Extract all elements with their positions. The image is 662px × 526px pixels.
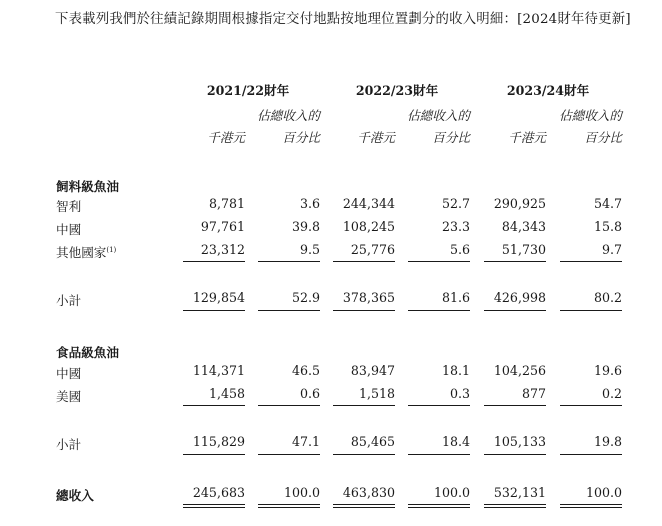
total-value: 245,683: [192, 485, 245, 500]
pct-header-line2: 百分比: [282, 130, 320, 145]
total-double-underline: [183, 504, 245, 508]
pct-header-line2: 百分比: [584, 130, 622, 145]
total-value: 100.0: [283, 485, 320, 500]
pct-header-line1: 佔總收入的: [407, 108, 470, 123]
subtotal-rule: [183, 261, 245, 262]
subtotal-underline: [484, 454, 546, 455]
subtotal-rule: [258, 405, 320, 406]
subtotal-underline: [560, 454, 622, 455]
feed-row-value: 3.6: [299, 196, 320, 211]
subtotal-underline: [333, 310, 395, 311]
food-subtotal-value: 19.8: [593, 434, 622, 449]
total-label: 總收入: [56, 488, 94, 503]
food-row-value: 19.6: [593, 363, 622, 378]
feed-row-value: 15.8: [593, 219, 622, 234]
subtotal-rule: [258, 261, 320, 262]
subtotal-underline: [183, 454, 245, 455]
pct-header-line2: 百分比: [432, 130, 470, 145]
food-row-value: 18.1: [441, 363, 470, 378]
pct-header-line1: 佔總收入的: [257, 108, 320, 123]
feed-row-value: 84,343: [501, 219, 546, 234]
food-subtotal-value: 105,133: [493, 434, 546, 449]
feed-row-value: 97,761: [200, 219, 245, 234]
feed-row-label: 其他國家$^{(1)}$: [56, 245, 117, 260]
total-value: 463,830: [342, 485, 395, 500]
feed-subtotal-value: 426,998: [493, 290, 546, 305]
subtotal-underline: [258, 310, 320, 311]
food-subtotal-value: 85,465: [350, 434, 395, 449]
feed-subtotal-label: 小計: [56, 293, 82, 308]
food-row-value: 83,947: [350, 363, 395, 378]
year-header: 2023/24財年: [506, 83, 590, 98]
feed-subtotal-value: 80.2: [593, 290, 622, 305]
food-row-value: 114,371: [192, 363, 245, 378]
total-double-underline: [560, 504, 622, 508]
feed-row-value: 23.3: [441, 219, 470, 234]
subtotal-underline: [484, 310, 546, 311]
feed-row-value: 290,925: [493, 196, 546, 211]
total-double-underline: [258, 504, 320, 508]
feed-row-value: 9.5: [299, 242, 320, 257]
feed-row-value: 108,245: [342, 219, 395, 234]
food-row-label: 美國: [56, 389, 82, 404]
subtotal-underline: [408, 310, 470, 311]
subtotal-underline: [560, 310, 622, 311]
subtotal-underline: [408, 454, 470, 455]
food-subtotal-label: 小計: [56, 437, 82, 452]
food-row-value: 104,256: [493, 363, 546, 378]
food-subtotal-value: 47.1: [291, 434, 320, 449]
feed-row-value: 25,776: [350, 242, 395, 257]
food-subtotal-value: 115,829: [192, 434, 245, 449]
footnote-marker: (1): [106, 246, 117, 254]
food-row-value: 0.2: [601, 386, 622, 401]
feed-row-value: 52.7: [441, 196, 470, 211]
subtotal-underline: [258, 454, 320, 455]
subtotal-rule: [183, 405, 245, 406]
feed-subtotal-value: 378,365: [342, 290, 395, 305]
feed-subtotal-value: 81.6: [441, 290, 470, 305]
amount-unit-header: 千港元: [357, 130, 395, 145]
total-double-underline: [484, 504, 546, 508]
year-header: 2022/23財年: [355, 83, 439, 98]
amount-unit-header: 千港元: [207, 130, 245, 145]
intro-paragraph: 下表載列我們於往績記錄期間根據指定交付地點按地理位置劃分的收入明細：[2024財年待更新]: [55, 12, 631, 27]
food-row-value: 0.3: [449, 386, 470, 401]
food-row-value: 1,458: [208, 386, 245, 401]
section-title-food: 食品級魚油: [56, 345, 119, 360]
pct-header-line1: 佔總收入的: [559, 108, 622, 123]
subtotal-rule: [408, 405, 470, 406]
feed-row-value: 23,312: [200, 242, 245, 257]
subtotal-rule: [484, 405, 546, 406]
total-value: 100.0: [585, 485, 622, 500]
feed-row-label: 智利: [56, 199, 82, 214]
subtotal-underline: [183, 310, 245, 311]
subtotal-rule: [408, 261, 470, 262]
food-row-value: 0.6: [299, 386, 320, 401]
section-title-feed: 飼料級魚油: [56, 179, 119, 194]
total-double-underline: [333, 504, 395, 508]
feed-row-value: 54.7: [593, 196, 622, 211]
feed-row-value: 51,730: [501, 242, 546, 257]
subtotal-rule: [484, 261, 546, 262]
food-subtotal-value: 18.4: [441, 434, 470, 449]
feed-subtotal-value: 52.9: [291, 290, 320, 305]
subtotal-underline: [333, 454, 395, 455]
total-double-underline: [408, 504, 470, 508]
feed-row-value: 9.7: [601, 242, 622, 257]
amount-unit-header: 千港元: [508, 130, 546, 145]
year-header: 2021/22財年: [206, 83, 290, 98]
subtotal-rule: [560, 261, 622, 262]
food-row-value: 46.5: [291, 363, 320, 378]
feed-row-value: 5.6: [449, 242, 470, 257]
subtotal-rule: [333, 405, 395, 406]
feed-subtotal-value: 129,854: [192, 290, 245, 305]
feed-row-value: 244,344: [342, 196, 395, 211]
feed-row-value: 39.8: [291, 219, 320, 234]
feed-row-label: 中國: [56, 222, 82, 237]
food-row-value: 1,518: [358, 386, 395, 401]
subtotal-rule: [333, 261, 395, 262]
total-value: 532,131: [493, 485, 546, 500]
food-row-value: 877: [521, 386, 546, 401]
subtotal-rule: [560, 405, 622, 406]
food-row-label: 中國: [56, 366, 82, 381]
total-value: 100.0: [433, 485, 470, 500]
feed-row-value: 8,781: [208, 196, 245, 211]
